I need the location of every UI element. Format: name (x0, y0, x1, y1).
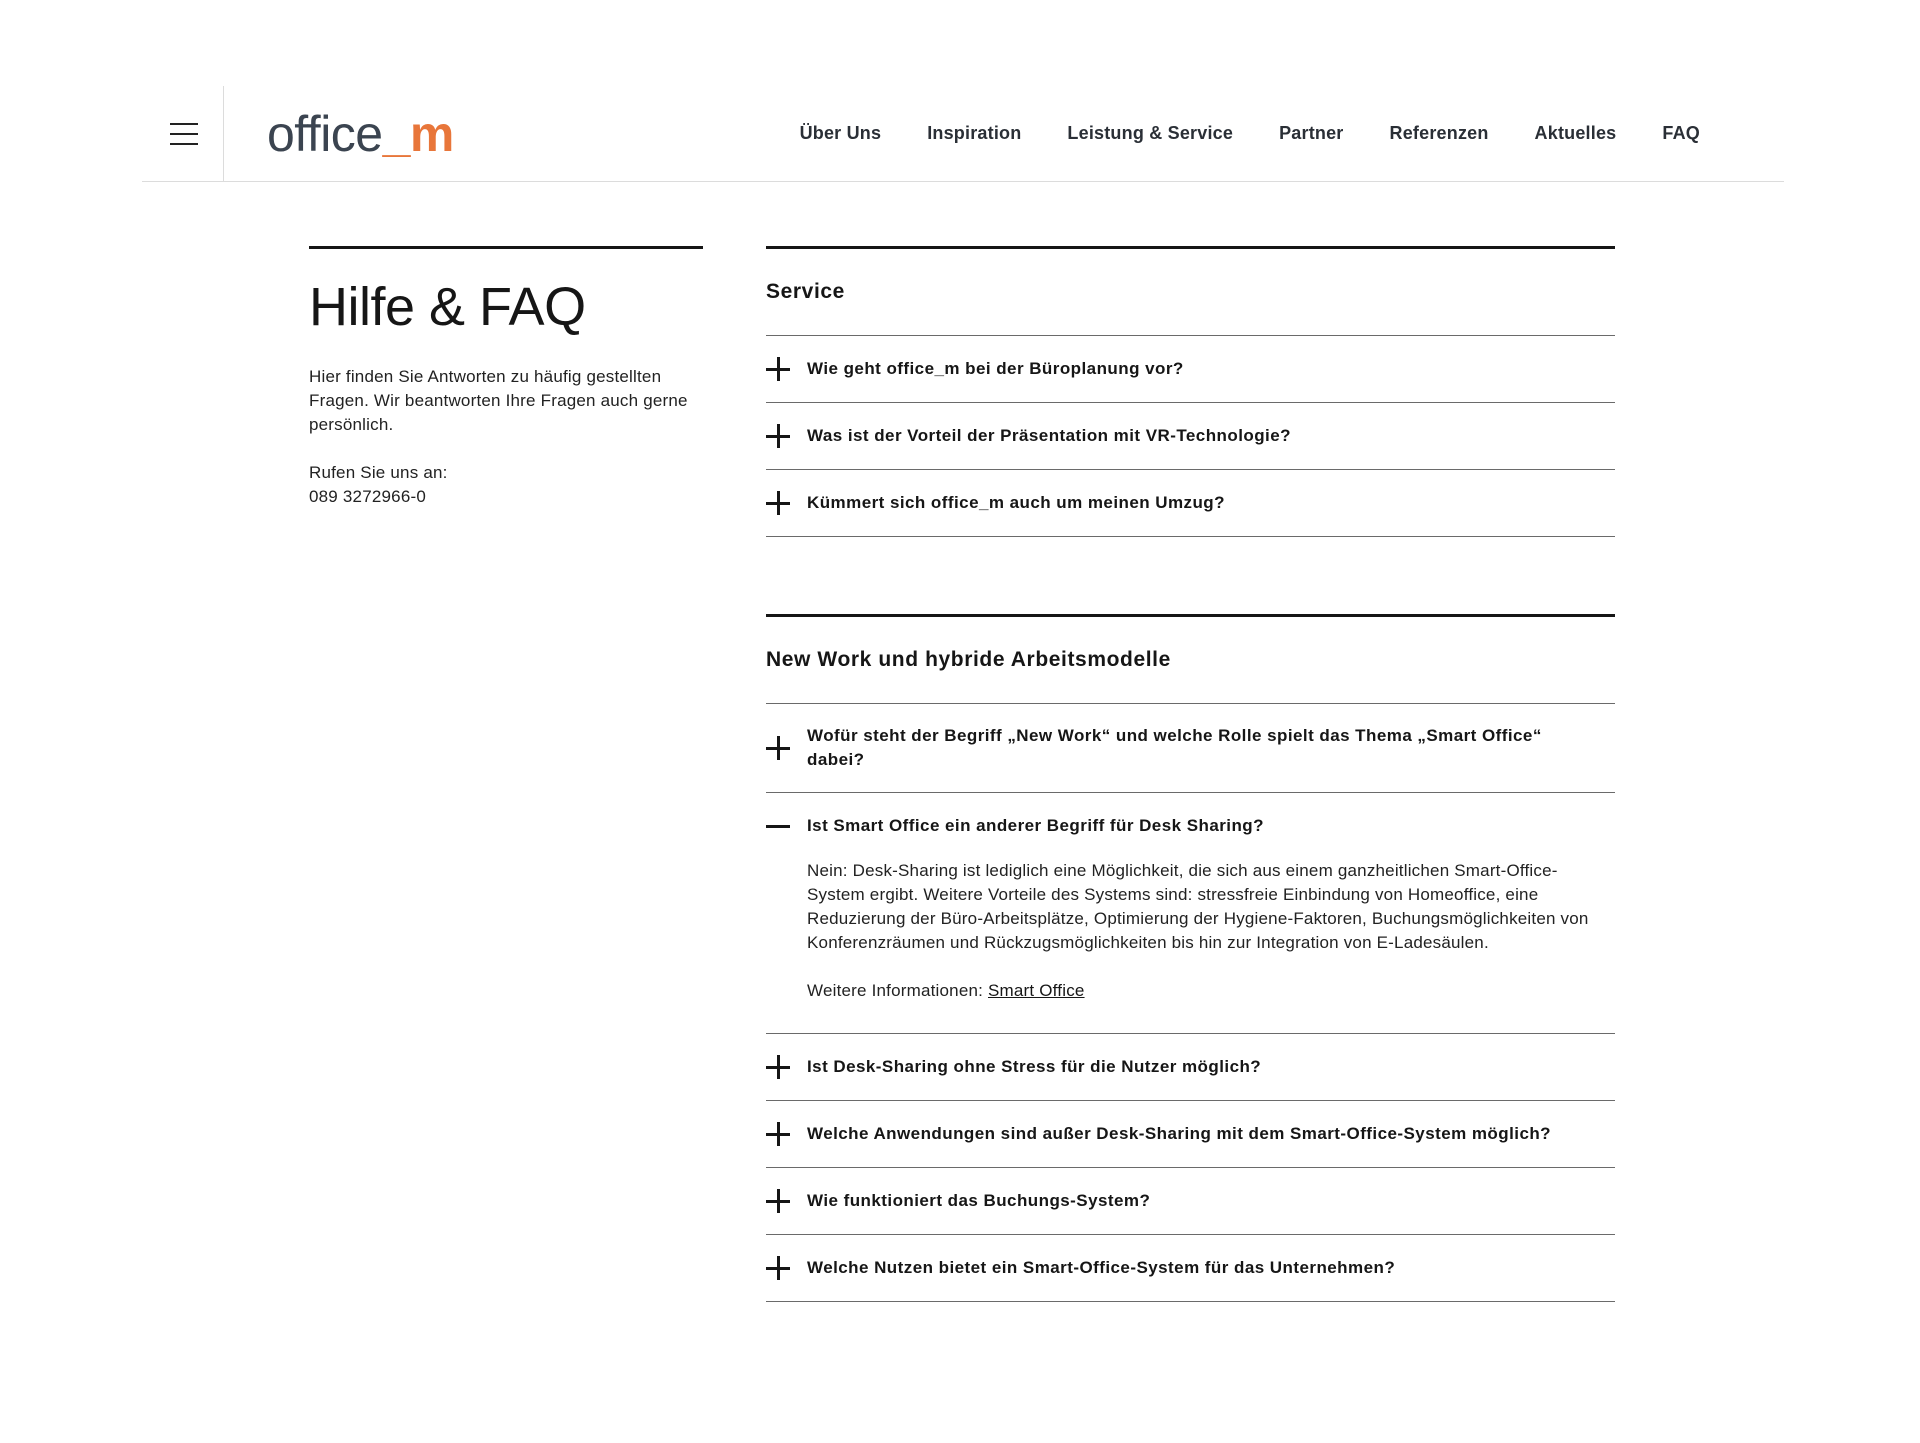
faq-item (766, 1234, 1615, 1302)
faq-item (766, 1167, 1615, 1234)
plus-icon (766, 357, 790, 381)
faq-item-expanded (766, 792, 1615, 1033)
logo-text-m: _m (382, 106, 454, 162)
faq-question: Welche Anwendungen sind außer Desk-Sharing mit dem Smart-Office-System möglich? (807, 1124, 1552, 1143)
plus-icon (766, 1122, 790, 1146)
logo-text-office: office (267, 106, 383, 162)
faq-question-toggle[interactable] (766, 793, 1615, 859)
faq-question: Welche Nutzen bietet ein Smart-Office-System für das Unternehmen? (807, 1258, 1396, 1277)
nav-item-leistung-service[interactable]: Leistung & Service (1067, 123, 1234, 143)
faq-question-toggle[interactable] (766, 704, 1615, 792)
nav-item-partner[interactable]: Partner (1279, 123, 1344, 143)
faq-item (766, 703, 1615, 792)
nav-item-aktuelles[interactable]: Aktuelles (1534, 123, 1617, 143)
nav-item-inspiration[interactable]: Inspiration (927, 123, 1022, 143)
faq-section-service (766, 246, 1615, 537)
faq-item (766, 1100, 1615, 1167)
faq-question-toggle[interactable] (766, 1168, 1615, 1234)
phone-number[interactable]: 089 3272966-0 (309, 487, 426, 506)
faq-answer-text: Nein: Desk-Sharing ist lediglich eine Möglichkeit, die sich aus einem ganzheitlichen Smart-Office-System ergibt. Weitere Vorteile des Systems sind: stressfreie Einbindung von Homeoffice, eine Reduzierung der Büro-Arbeitsplätze, Optimierung der Hygiene-Faktoren, Buchungsmöglichkeiten von Konferenzräumen und Rückzugsmöglichkeiten bis hin zur Integration von E-Ladesäulen. (807, 861, 1589, 952)
contact-block (309, 461, 703, 509)
section-title: New Work und hybride Arbeitsmodelle (766, 648, 1171, 671)
hamburger-line (170, 133, 198, 135)
smart-office-link[interactable]: Smart Office (988, 981, 1085, 1000)
more-info-label: Weitere Informationen: (807, 981, 984, 1000)
faq-question: Wofür steht der Begriff „New Work“ und welche Rolle spielt das Thema „Smart Office“ dabei? (807, 726, 1542, 769)
nav-item-referenzen[interactable]: Referenzen (1389, 123, 1489, 143)
intro-text: Hier finden Sie Antworten zu häufig gestellten Fragen. Wir beantworten Ihre Fragen auch gerne persönlich. (309, 367, 688, 434)
faq-section-new-work (766, 614, 1615, 1302)
faq-item (766, 1033, 1615, 1100)
faq-question-toggle[interactable] (766, 470, 1615, 536)
section-title: Service (766, 280, 845, 303)
faq-question-toggle[interactable] (766, 1034, 1615, 1100)
plus-icon (766, 1256, 790, 1280)
faq-item (766, 335, 1615, 402)
intro-panel (309, 246, 703, 509)
section-header (766, 617, 1615, 703)
faq-item (766, 469, 1615, 537)
faq-question: Was ist der Vorteil der Präsentation mit VR-Technologie? (807, 426, 1291, 445)
hamburger-line (170, 143, 198, 145)
faq-question: Wie geht office_m bei der Büroplanung vor? (807, 359, 1184, 378)
section-header (766, 249, 1615, 335)
faq-question-toggle[interactable] (766, 1235, 1615, 1301)
hamburger-menu-icon[interactable] (142, 86, 224, 181)
plus-icon (766, 424, 790, 448)
page-title: Hilfe & FAQ (309, 277, 586, 337)
faq-question: Kümmert sich office_m auch um meinen Umzug? (807, 493, 1225, 512)
faq-more-info (807, 979, 1595, 1003)
faq-question-toggle[interactable] (766, 336, 1615, 402)
plus-icon (766, 491, 790, 515)
faq-question-toggle[interactable] (766, 1101, 1615, 1167)
faq-item (766, 402, 1615, 469)
hamburger-line (170, 123, 198, 125)
faq-question: Ist Smart Office ein anderer Begriff für Desk Sharing? (807, 816, 1264, 835)
plus-icon (766, 1189, 790, 1213)
site-header (142, 86, 1784, 182)
logo[interactable] (267, 104, 454, 164)
faq-question: Ist Desk-Sharing ohne Stress für die Nutzer möglich? (807, 1057, 1262, 1076)
plus-icon (766, 736, 790, 760)
minus-icon (766, 814, 790, 838)
nav-item-ueber-uns[interactable]: Über Uns (799, 123, 882, 143)
faq-question: Wie funktioniert das Buchungs-System? (807, 1191, 1151, 1210)
main-nav (800, 86, 1700, 181)
faq-answer (766, 859, 1615, 1033)
nav-item-faq[interactable]: FAQ (1662, 123, 1700, 143)
plus-icon (766, 1055, 790, 1079)
call-label: Rufen Sie uns an: (309, 463, 448, 482)
faq-question-toggle[interactable] (766, 403, 1615, 469)
